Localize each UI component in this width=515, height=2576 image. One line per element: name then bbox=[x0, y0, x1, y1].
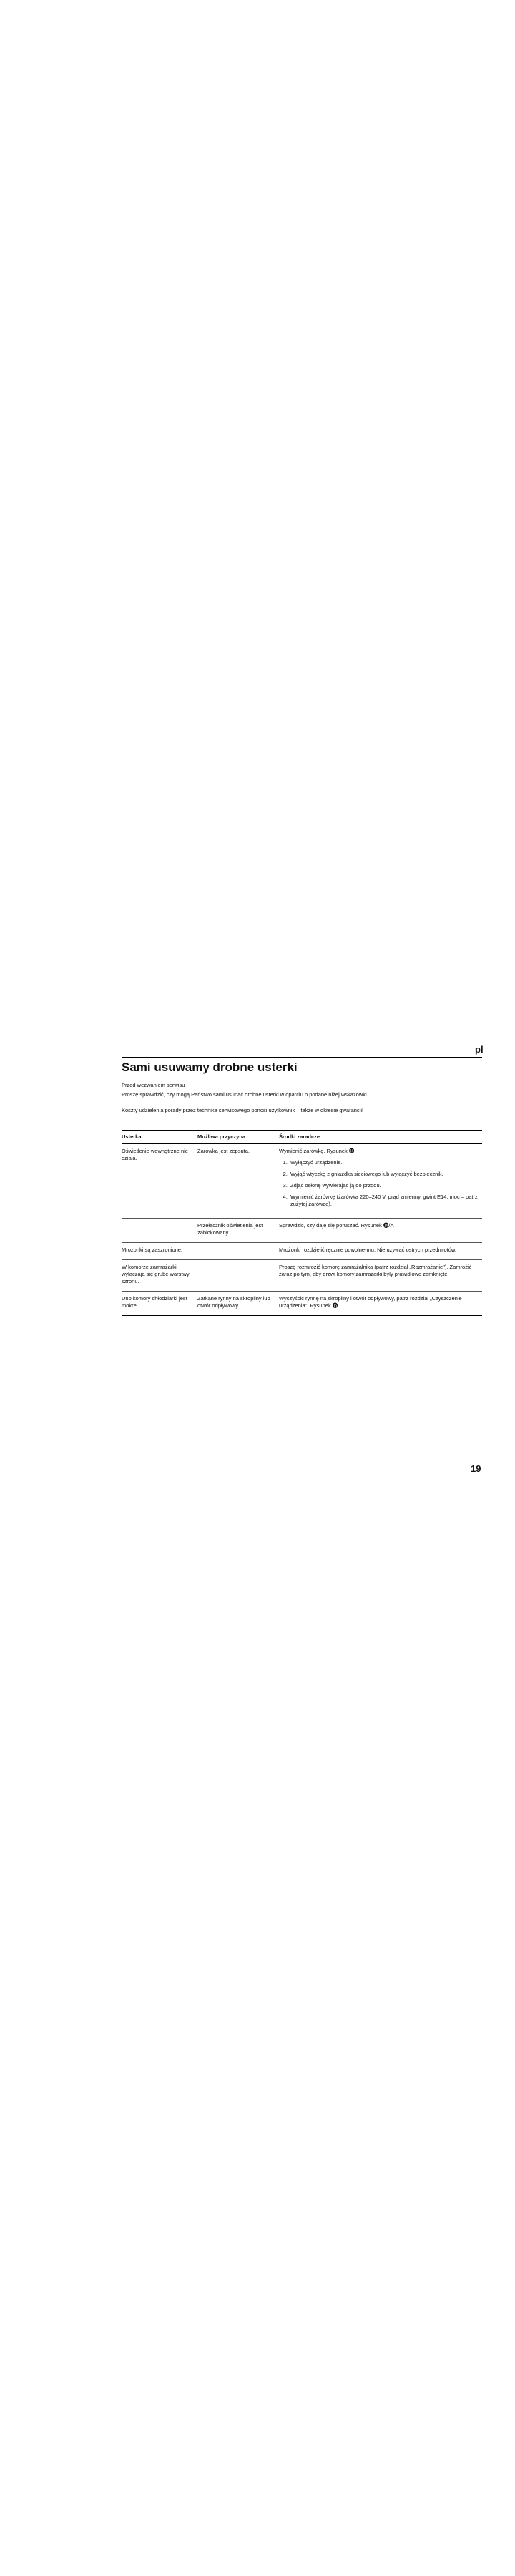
section-title: Sami usuwamy drobne usterki bbox=[122, 1060, 298, 1074]
title-rule bbox=[122, 1057, 482, 1058]
step-item: 1. Wyłączyć urządzenie. bbox=[289, 1159, 478, 1166]
remedy-cell: Sprawdzić, czy daje się poruszać. Rysunek ⓮/A bbox=[279, 1219, 482, 1243]
fault-cell: Oświetlenie wewnętrzne nie działa. bbox=[122, 1144, 197, 1219]
cause-cell: Przełącznik oświetlenia jest zablokowany. bbox=[197, 1219, 279, 1243]
column-header: Możliwa przyczyna bbox=[197, 1131, 279, 1144]
remedy-cell bbox=[279, 1144, 482, 1219]
table-row bbox=[122, 1144, 482, 1219]
table-row bbox=[122, 1260, 482, 1292]
remedy-cell: Mrożonki rozdzielić ręcznie powolne-mu. Nie używać ostrych przedmiotów. bbox=[279, 1243, 482, 1260]
step-item: 2. Wyjąć wtyczkę z gniazdka sieciowego lub wyłączyć bezpiecznik. bbox=[289, 1171, 478, 1178]
cause-cell: Zatkane rynny na skropliny lub otwór odpływowy. bbox=[197, 1292, 279, 1316]
step-item: 4. Wymienić żarówkę (żarówka 220–240 V, prąd zmienny, gwint E14, moc – patrz zużytej żarówce). bbox=[289, 1194, 478, 1208]
language-code: pl bbox=[475, 1044, 484, 1055]
table-header-row bbox=[122, 1131, 482, 1144]
cause-cell: Żarówka jest zepsuta. bbox=[197, 1144, 279, 1219]
fault-cell: Mrożonki są zaszronione. bbox=[122, 1243, 197, 1260]
fault-cell: W komorze zamrażarki wyłączają się grube warstwy szronu. bbox=[122, 1260, 197, 1292]
fault-cell: Dno komory chłodziarki jest mokre. bbox=[122, 1292, 197, 1316]
remedy-cell: Wyczyścić rynnę na skropliny i otwór odpływowy, patrz rozdział „Czyszczenie urządzenia". Rysunek ⓯ bbox=[279, 1292, 482, 1316]
intro-text-2: Koszty udzielenia porady przez technika serwisowego ponosi użytkownik – także w okresie gwarancji! bbox=[122, 1107, 364, 1113]
cause-cell bbox=[197, 1243, 279, 1260]
fault-cell bbox=[122, 1219, 197, 1243]
table-row bbox=[122, 1219, 482, 1243]
cause-cell bbox=[197, 1260, 279, 1292]
page-number: 19 bbox=[471, 1463, 481, 1474]
remedy-cell: Proszę rozmrozić komorę zamrażalnika (patrz rozdział „Rozmrażanie"). Zamrożić zaraz po tym, aby drzwi komory zamrażarki były prawidłowo zamknięte. bbox=[279, 1260, 482, 1292]
column-header: Usterka bbox=[122, 1131, 197, 1144]
remedy-text: Wymienić żarówkę. Rysunek ⓮: bbox=[279, 1148, 356, 1154]
intro-text-1: Proszę sprawdzić, czy mogą Państwo sami usunąć drobne usterki w oparciu o podane niżej wskazówki. bbox=[122, 1091, 368, 1098]
table-row bbox=[122, 1292, 482, 1316]
troubleshooting-table bbox=[122, 1130, 482, 1316]
column-header: Środki zaradcze bbox=[279, 1131, 482, 1144]
remedy-steps bbox=[279, 1159, 478, 1208]
intro-heading: Przed wezwaniem serwisu bbox=[122, 1082, 185, 1088]
step-item: 3. Zdjąć osłonę wywierając ją do przodu. bbox=[289, 1182, 478, 1189]
table-row bbox=[122, 1243, 482, 1260]
